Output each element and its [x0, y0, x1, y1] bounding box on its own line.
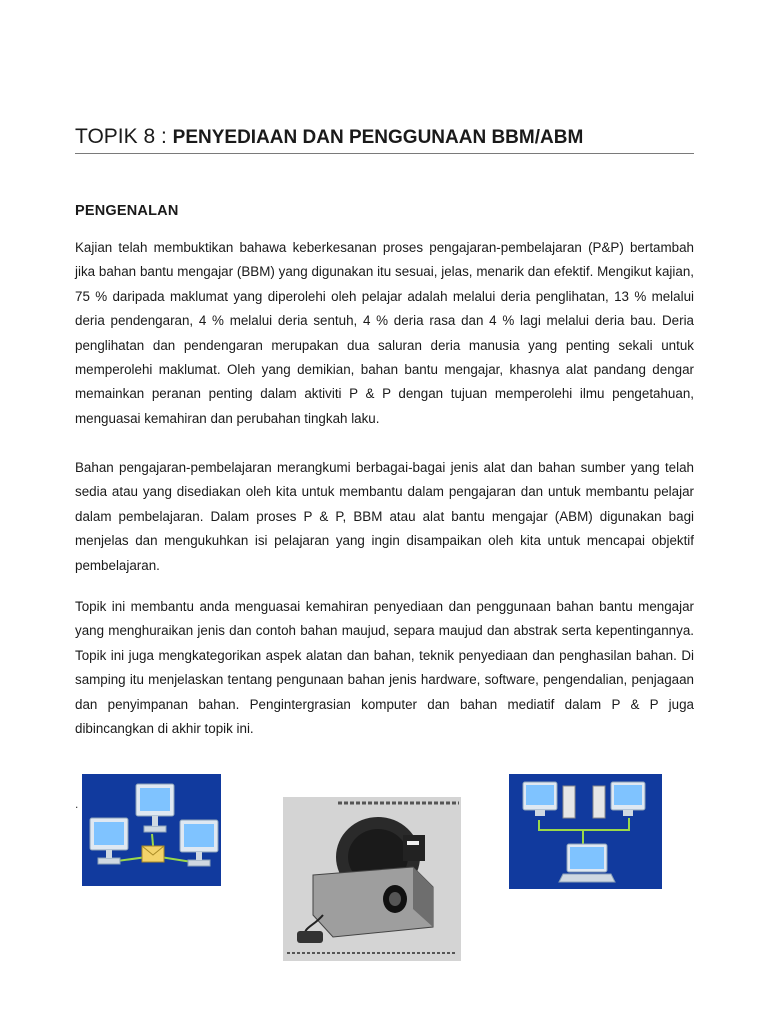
stray-mark: . — [75, 797, 79, 811]
title-main: PENYEDIAAN DAN PENGGUNAAN BBM/ABM — [172, 127, 584, 148]
network-icon — [509, 774, 662, 889]
projector-icon — [283, 797, 461, 961]
network-computers-email-image — [82, 774, 221, 886]
paragraph-topic-scope: Topik ini membantu anda menguasai kemahiran penyediaan dan penggunaan bahan bantu mengajar yang menghuraikan jenis dan contoh bahan maujud, separa maujud dan abstrak serta kepentingannya. Topik ini juga mengkategorikan aspek alatan dan bahan, teknik penyediaan dan penghasilan bahan. Di samping itu menjelaskan tentang pengunaan bahan jenis hardware, software, pengendalian, penjagaan dan penyimpanan bahan. Pengintergrasian komputer dan bahan mediatif dalam P & P juga dibincangkan di akhir topik ini. — [75, 599, 694, 737]
paragraph-materials: Bahan pengajaran-pembelajaran merangkumi berbagai-bagai jenis alat dan bahan sumber yang telah sedia atau yang disediakan oleh kita untuk membantu dalam pengajaran dan untuk membantu pelajar dalam pembelajaran. Dalam proses P & P, BBM atau alat bantu mengajar (ABM) digunakan bagi menjelas dan mengukuhkan isi pelajaran yang ingin disampaikan oleh kita untuk mencapai objektif pembelajaran. — [75, 460, 694, 573]
network-computers-laptop-image — [509, 774, 662, 889]
slide-projector-image — [283, 797, 461, 961]
network-icon — [82, 774, 221, 886]
page-title — [75, 124, 694, 154]
paragraph-intro: Kajian telah membuktikan bahawa keberkesanan proses pengajaran-pembelajaran (P&P) bertambah jika bahan bantu mengajar (BBM) yang digunakan itu sesuai, jelas, menarik dan efektif. Mengikut kajian, 75 % daripada maklumat yang diperolehi oleh pelajar adalah melalui deria penglihatan, 13 % melalui deria pendengaran, 4 % melalui deria sentuh, 4 % deria rasa dan 4 % lagi melalui deria bau. Deria penglihatan dan pendengaran merupakan dua saluran deria manusia yang penting sekali untuk memperolehi maklumat. Oleh yang demikian, bahan bantu mengajar, khasnya alat pandang dengar memainkan peranan penting dalam aktiviti P & P dengan tujuan memperolehi ilmu pengetahuan, menguasai kemahiran dan perubahan tingkah laku. — [75, 240, 694, 426]
section-heading: PENGENALAN — [75, 203, 179, 219]
title-prefix: TOPIK 8 : — [75, 125, 173, 148]
